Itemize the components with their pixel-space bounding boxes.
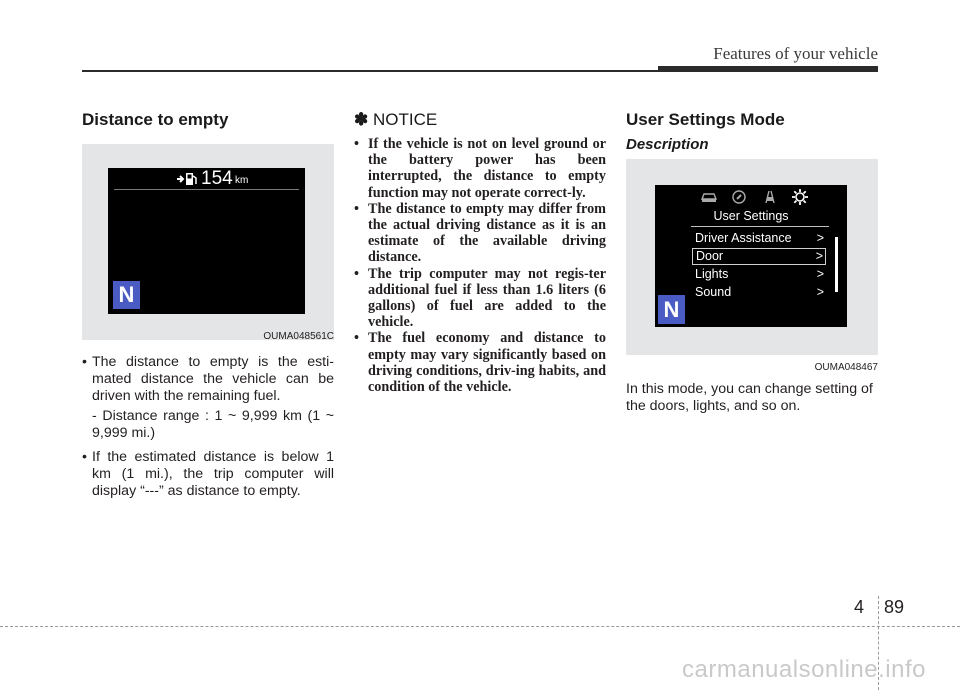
compass-icon — [731, 189, 747, 205]
cluster-screen — [655, 185, 847, 327]
top-icon-row — [655, 188, 847, 210]
list-item-text: The fuel economy and distance to empty may vary significantly based on driving conditions, driv-ing habits, and condition of the vehicle. — [368, 330, 606, 396]
menu-item-driver-assistance[interactable] — [692, 230, 826, 247]
settings-title: User Settings — [713, 209, 789, 223]
list-item — [354, 266, 606, 331]
menu-item-door[interactable] — [692, 248, 826, 265]
menu-item-lights[interactable] — [692, 266, 826, 283]
footer-rule — [0, 626, 960, 627]
gear-indicator: N — [113, 281, 140, 309]
list-item-text: If the estimated distance is below 1 km (1 mi.), the trip computer will display “---” as distance to empty. — [92, 449, 334, 499]
chevron-right-icon: > — [816, 231, 824, 245]
running-header: Features of your vehicle — [713, 44, 878, 63]
body-paragraph: In this mode, you can change setting of the doors, lights, and so on. — [626, 381, 873, 414]
notice-list — [354, 136, 606, 395]
menu-item-sound[interactable] — [692, 284, 826, 301]
list-item-text: The distance to empty may differ from the actual driving distance as it is an estimate of the available driving distance. — [368, 200, 606, 266]
cluster-screen — [108, 168, 305, 314]
bullet-glyph: • — [354, 330, 359, 347]
page-number: 89 — [884, 597, 905, 617]
cluster-figure — [82, 144, 334, 340]
bullet-glyph: • — [82, 354, 87, 370]
notice-symbol: ✽ — [354, 110, 369, 129]
bullet-glyph: • — [354, 200, 359, 217]
scrollbar[interactable] — [835, 237, 838, 292]
car-icon — [700, 190, 718, 204]
bullet-glyph: • — [354, 136, 359, 152]
menu-item-label: Lights — [695, 267, 729, 281]
section-heading: User Settings Mode — [626, 110, 785, 129]
figure-code: OUMA048467 — [814, 362, 878, 373]
column-notice — [354, 110, 606, 395]
list-item — [354, 136, 606, 201]
watermark: carmanualsonline.info — [682, 656, 926, 683]
chapter-number: 4 — [854, 597, 865, 617]
dte-divider — [114, 189, 299, 190]
section-heading: Distance to empty — [82, 110, 229, 129]
bullet-list — [82, 354, 334, 500]
gear-icon — [791, 188, 809, 206]
notice-heading — [354, 110, 606, 130]
dte-bar — [108, 168, 305, 190]
column-user-settings — [626, 110, 878, 415]
list-item — [82, 449, 334, 500]
menu-item-label: Sound — [695, 285, 732, 299]
figure-code: OUMA048561C — [263, 331, 334, 342]
header-accent-bar — [658, 66, 878, 72]
subnote: - Distance range : 1 ~ 9,999 km (1 ~ 9,999 mi.) — [92, 408, 334, 441]
chevron-right-icon: > — [816, 267, 824, 281]
list-item-text: If the vehicle is not on level ground or the battery power has been interrupted, the distance to empty function may not operate correct-ly. — [368, 136, 606, 201]
settings-menu — [692, 230, 826, 302]
list-item — [354, 201, 606, 266]
lane-icon — [762, 189, 778, 205]
bullet-glyph: • — [82, 449, 87, 465]
fuel-pump-icon — [176, 171, 198, 187]
bullet-glyph: • — [354, 265, 359, 282]
list-item-text: The trip computer may not regis-ter additional fuel if less than 1.6 liters (6 gallons) of fuel are added to the vehicle. — [368, 265, 606, 331]
settings-rule — [691, 226, 829, 227]
chevron-right-icon: > — [816, 285, 824, 299]
list-item — [82, 354, 334, 442]
user-settings-figure — [626, 159, 878, 373]
dte-value: 154 — [201, 168, 233, 189]
menu-item-label: Door — [696, 249, 724, 263]
chevron-right-icon: > — [815, 249, 823, 263]
sub-heading: Description — [626, 136, 709, 153]
list-item-text: The distance to empty is the esti-mated distance the vehicle can be driven with the remaining fuel. — [92, 354, 334, 404]
menu-item-label: Driver Assistance — [695, 231, 792, 245]
dte-unit: km — [235, 175, 249, 186]
list-item — [354, 330, 606, 395]
notice-title: NOTICE — [372, 110, 438, 129]
gear-indicator: N — [658, 295, 685, 324]
column-distance-to-empty — [82, 110, 334, 507]
